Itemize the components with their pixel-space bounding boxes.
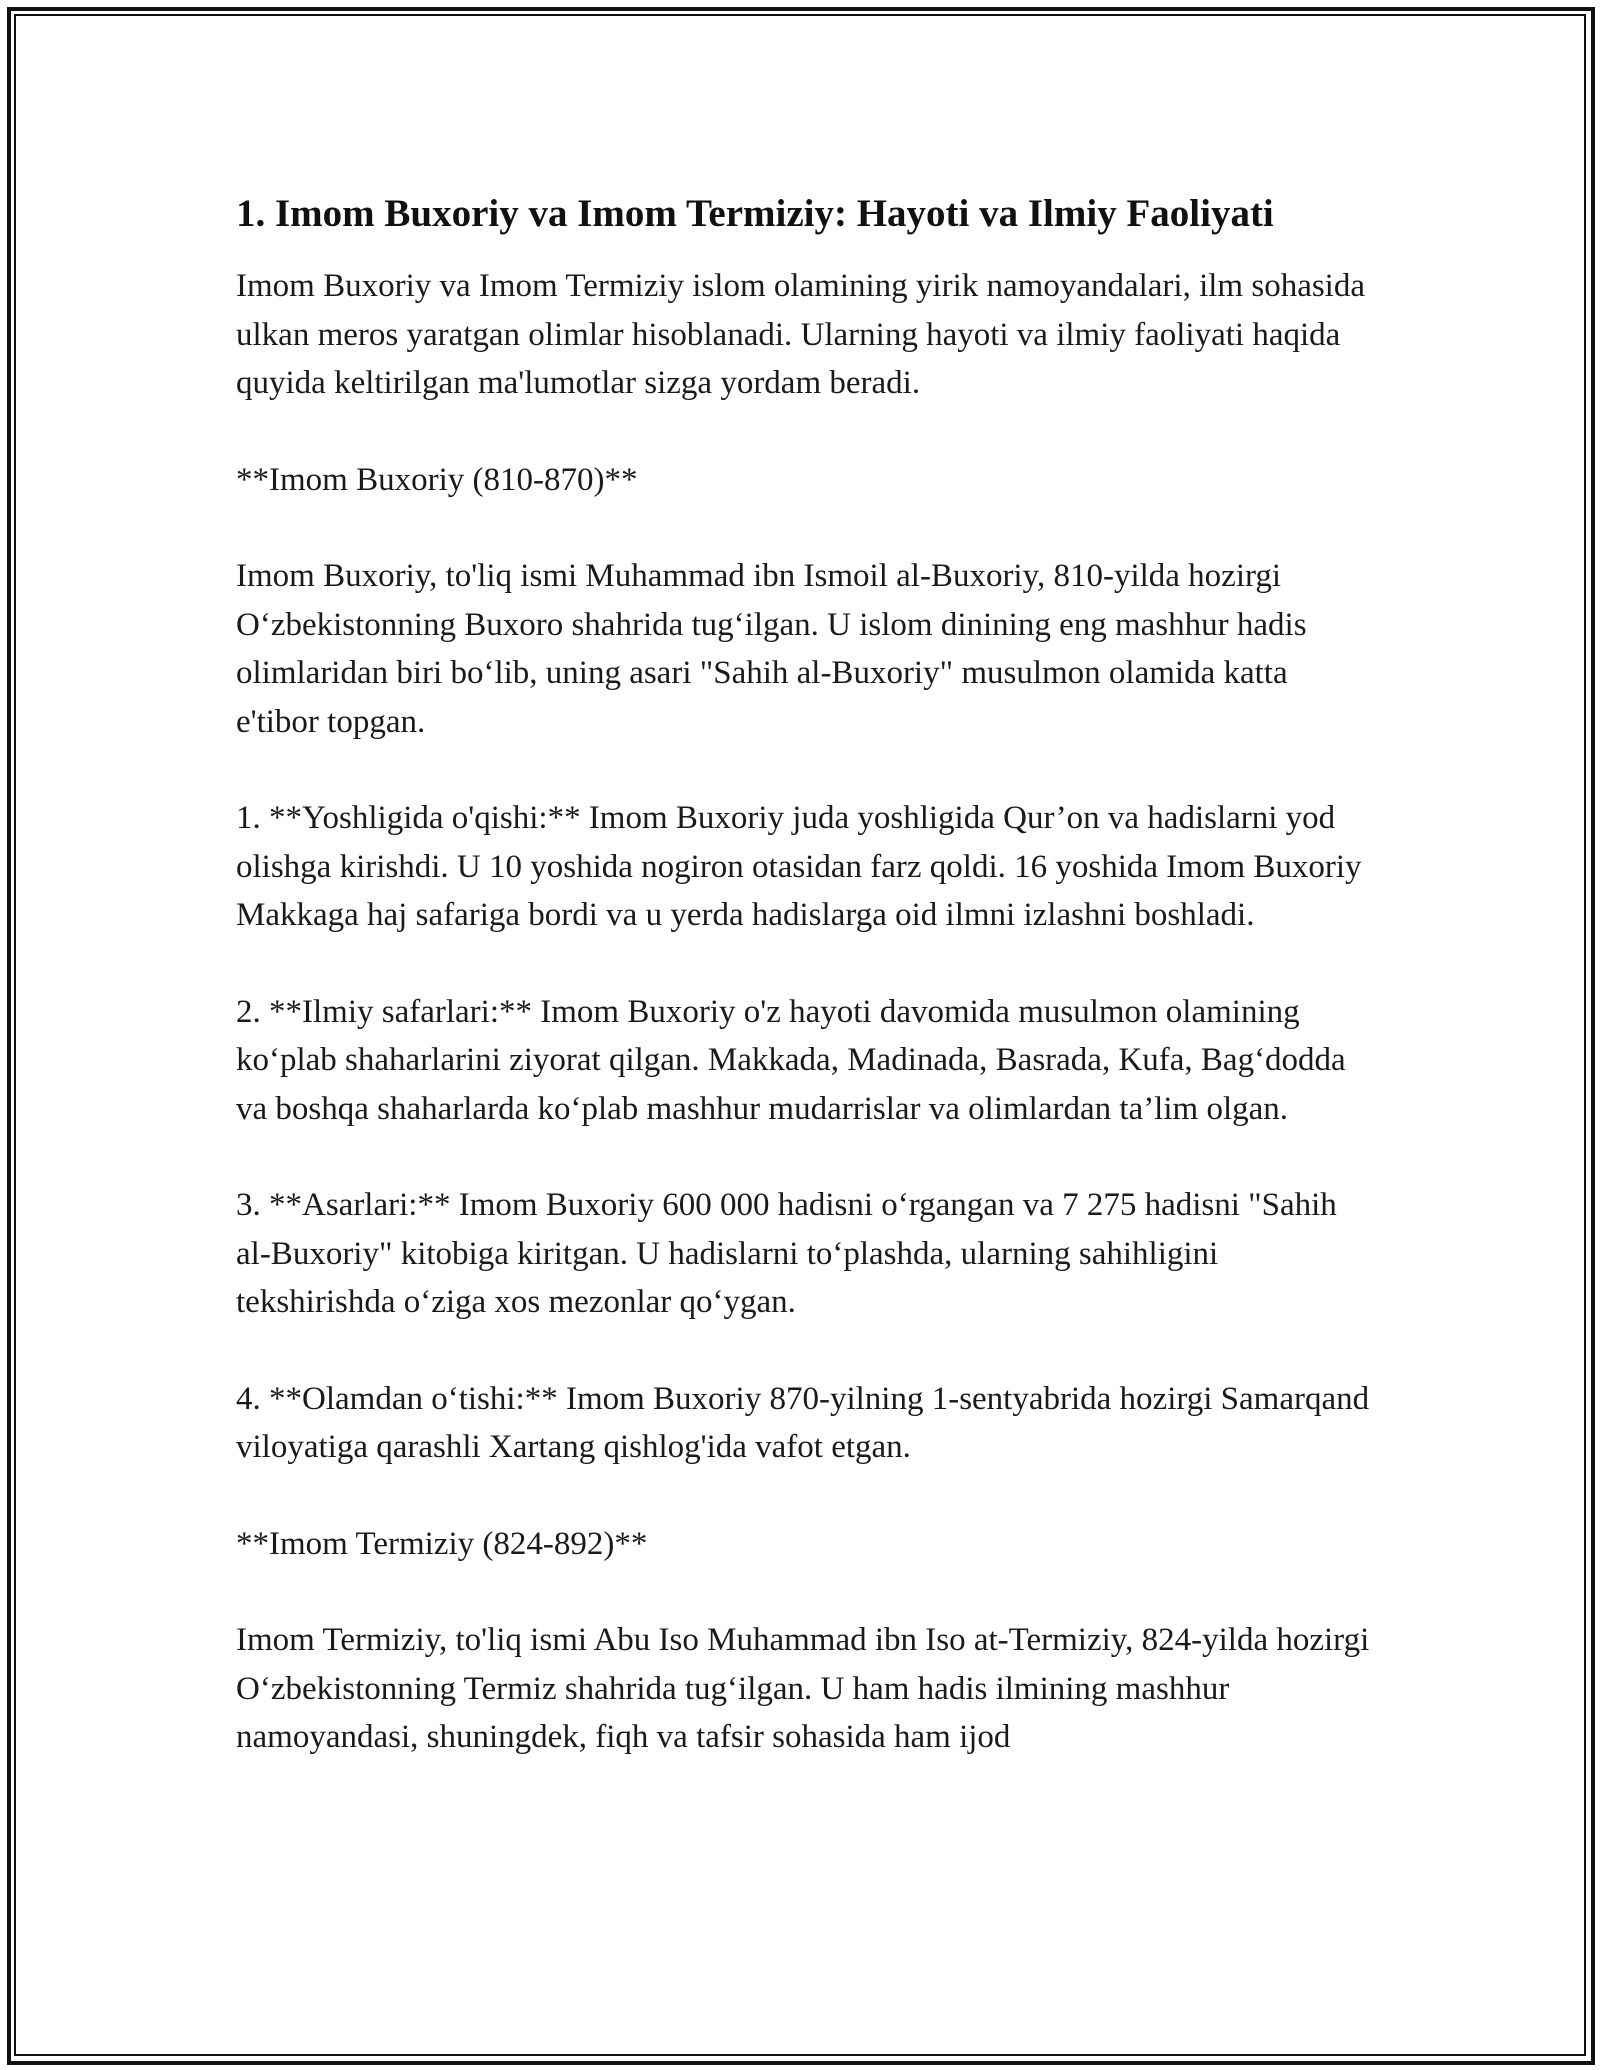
intro-paragraph: Imom Buxoriy va Imom Termiziy islom olamining yirik namoyandalari, ilm sohasida ulkan meros yaratgan olimlar hisoblanadi. Ularning hayoti va ilmiy faoliyati haqida quyida keltirilgan ma'lumotlar sizga yordam beradi. [236,268,1365,401]
termiziy-bio-paragraph: Imom Termiziy, to'liq ismi Abu Iso Muhammad ibn Iso at-Termiziy, 824-yilda hozirgi O‘zbekistonning Termiz shahrida tug‘ilgan. U ham hadis ilmining mashhur namoyandasi, shuningdek, fiqh va tafsir sohasida ham ijod [236,1622,1370,1755]
buxoriy-point-4: 4. **Olamdan o‘tishi:** Imom Buxoriy 870-yilning 1-sentyabrida hozirgi Samarqand viloyatiga qarashli Xartang qishlog'ida vafot etgan. [236,1380,1370,1465]
buxoriy-heading: **Imom Buxoriy (810-870)** [236,461,638,498]
document-title: 1. Imom Buxoriy va Imom Termiziy: Hayoti va Ilmiy Faoliyati [236,192,1274,235]
document-body [236,188,1376,1762]
buxoriy-point-2: 2. **Ilmiy safarlari:** Imom Buxoriy o'z hayoti davomida musulmon olamining ko‘plab shaharlarini ziyorat qilgan. Makkada, Madinada, Basrada, Kufa, Bag‘dodda va boshqa shaharlarda ko‘plab mashhur mudarrislar va olimlardan ta’lim olgan. [236,993,1346,1127]
termiziy-heading: **Imom Termiziy (824-892)** [236,1525,648,1562]
buxoriy-point-3: 3. **Asarlari:** Imom Buxoriy 600 000 hadisni o‘rgangan va 7 275 hadisni "Sahih al-Buxoriy" kitobiga kiritgan. U hadislarni to‘plashda, ularning sahihligini tekshirishda o‘ziga xos mezonlar qo‘ygan. [236,1187,1337,1320]
buxoriy-bio-paragraph: Imom Buxoriy, to'liq ismi Muhammad ibn Ismoil al-Buxoriy, 810-yilda hozirgi O‘zbekistonning Buxoro shahrida tug‘ilgan. U islom dinining eng mashhur hadis olimlaridan biri bo‘lib, uning asari "Sahih al-Buxoriy" musulmon olamida katta e'tibor topgan. [236,558,1307,740]
buxoriy-point-1: 1. **Yoshligida o'qishi:** Imom Buxoriy juda yoshligida Qur’on va hadislarni yod olishga kirishdi. U 10 yoshida nogiron otasidan farz qoldi. 16 yoshida Imom Buxoriy Makkaga haj safariga bordi va u yerda hadislarga oid ilmni izlashni boshladi. [236,800,1362,933]
